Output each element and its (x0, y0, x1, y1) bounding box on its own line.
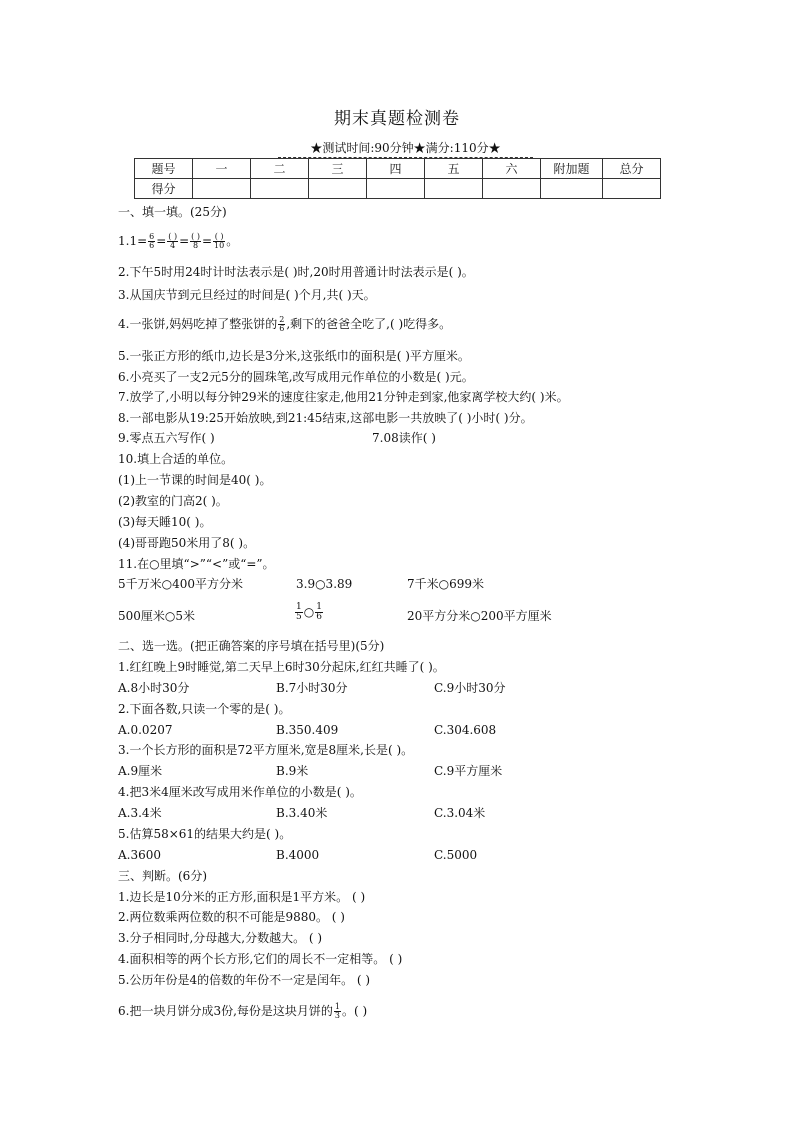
judge-question-6 (118, 1003, 367, 1020)
fraction (213, 233, 225, 250)
question-1-4 (118, 316, 451, 333)
choice-option-c: C.304.608 (434, 723, 497, 737)
choice-option-c: C.5000 (434, 848, 478, 862)
score-header-cell: 总分 (603, 159, 661, 179)
equals-sign: = (156, 234, 167, 248)
choice-question: 2.下面各数,只读一个零的是( )。 (118, 702, 291, 716)
fraction-denominator: 4 (170, 241, 176, 250)
fraction-numerator: 1 (296, 602, 302, 612)
fraction-denominator: 5 (296, 612, 302, 622)
fraction (295, 603, 303, 622)
score-cell[interactable] (367, 179, 425, 199)
choice-option-b: B.3.40米 (276, 806, 328, 820)
compare-item: 7千米○699米 (407, 577, 485, 591)
judge-question-5: 5.公历年份是4的倍数的年份不一定是闰年。 ( ) (118, 973, 371, 987)
fraction-numerator: ( ) (214, 232, 224, 241)
score-table-header-row (135, 159, 661, 179)
compare-item: 500厘米○5米 (118, 609, 196, 623)
score-header-cell: 题号 (135, 159, 193, 179)
compare-item: 5千万米○400平方分米 (118, 577, 244, 591)
score-header-cell: 四 (367, 159, 425, 179)
score-header-cell: 附加题 (541, 159, 603, 179)
exam-info: ★测试时间:90分钟★满分:110分★ (278, 139, 533, 158)
compare-item: 3.9○3.89 (296, 577, 353, 591)
score-cell[interactable] (309, 179, 367, 199)
choice-question: 1.红红晚上9时睡觉,第二天早上6时30分起床,红红共睡了( )。 (118, 660, 445, 674)
question-1-11: 11.在○里填“>”“<”或“=”。 (118, 557, 275, 571)
choice-question: 4.把3米4厘米改写成用米作单位的小数是( )。 (118, 785, 362, 799)
fraction-denominator: 6 (149, 241, 155, 250)
question-1-10: 10.填上合适的单位。 (118, 452, 234, 466)
compare-item: 20平方分米○200平方厘米 (407, 609, 552, 623)
choice-question: 3.一个长方形的面积是72平方厘米,宽是8厘米,长是( )。 (118, 743, 414, 757)
question-1-7: 7.放学了,小明以每分钟29米的速度往家走,他用21分钟走到家,他家离学校大约( )米。 (118, 390, 569, 404)
judge-question-1: 1.边长是10分米的正方形,面积是1平方米。 ( ) (118, 890, 366, 904)
section3-heading: 三、判断。(6分) (118, 869, 207, 883)
fraction-numerator: 6 (149, 232, 155, 241)
score-header-cell: 三 (309, 159, 367, 179)
compare-circle: ○ (303, 605, 315, 619)
choice-option-b: B.9米 (276, 764, 309, 778)
question-1-9-left: 9.零点五六写作( ) (118, 431, 215, 445)
fraction (334, 1003, 341, 1020)
question-1-6: 6.小亮买了一支2元5分的圆珠笔,改写成用元作单位的小数是( )元。 (118, 370, 474, 384)
q1-suffix: 。 (226, 234, 239, 248)
j6-prefix: 6.把一块月饼分成3份,每份是这块月饼的 (118, 1004, 333, 1018)
fraction (148, 233, 155, 250)
choice-option-a: A.8小时30分 (118, 681, 190, 695)
q4-suffix: ,剩下的爸爸全吃了,( )吃得多。 (286, 317, 452, 331)
fraction-denominator: 6 (316, 612, 322, 622)
score-row-label: 得分 (135, 179, 193, 199)
fraction-numerator: 1 (334, 1002, 340, 1011)
score-cell[interactable] (603, 179, 661, 199)
question-1-10-3: (3)每天睡10( )。 (118, 515, 212, 529)
score-header-cell: 二 (251, 159, 309, 179)
fraction-denominator: 3 (334, 1011, 340, 1020)
score-cell[interactable] (251, 179, 309, 199)
score-cell[interactable] (193, 179, 251, 199)
fraction-numerator: ( ) (168, 232, 178, 241)
fraction (190, 233, 201, 250)
choice-option-a: A.3600 (118, 848, 162, 862)
page-title: 期末真题检测卷 (334, 109, 460, 129)
judge-question-3: 3.分子相同时,分母越大,分数越大。 ( ) (118, 931, 323, 945)
choice-option-b: B.7小时30分 (276, 681, 348, 695)
question-1-10-4: (4)哥哥跑50米用了8( )。 (118, 536, 256, 550)
compare-item-fractions (294, 603, 324, 622)
section2-heading: 二、选一选。(把正确答案的序号填在括号里)(5分) (118, 639, 385, 653)
fraction-numerator: ( ) (191, 232, 200, 241)
score-cell[interactable] (425, 179, 483, 199)
choice-option-a: A.9厘米 (118, 764, 163, 778)
question-1-9-right: 7.08读作( ) (372, 431, 436, 445)
q1-prefix: 1.1= (118, 234, 148, 248)
judge-question-2: 2.两位数乘两位数的积不可能是9880。 ( ) (118, 910, 345, 924)
fraction (278, 316, 285, 333)
question-1-3: 3.从国庆节到元旦经过的时间是( )个月,共( )天。 (118, 288, 376, 302)
choice-option-a: A.0.0207 (118, 723, 173, 737)
choice-option-c: C.9平方厘米 (434, 764, 503, 778)
fraction-numerator: 1 (316, 602, 322, 612)
fraction-denominator: 8 (193, 241, 199, 250)
question-1-2: 2.下午5时用24时计时法表示是( )时,20时用普通计时法表示是( )。 (118, 265, 474, 279)
choice-option-c: C.3.04米 (434, 806, 486, 820)
score-table (134, 158, 661, 199)
choice-option-a: A.3.4米 (118, 806, 162, 820)
judge-question-4: 4.面积相等的两个长方形,它们的周长不一定相等。 ( ) (118, 952, 403, 966)
fraction (315, 603, 323, 622)
q4-prefix: 4.一张饼,妈妈吃掉了整张饼的 (118, 317, 278, 331)
score-table-score-row (135, 179, 661, 199)
fraction-denominator: 10 (214, 241, 225, 250)
fraction (167, 233, 178, 250)
score-header-cell: 六 (483, 159, 541, 179)
fraction-denominator: 6 (279, 324, 285, 333)
question-1-10-1: (1)上一节课的时间是40( )。 (118, 473, 272, 487)
j6-suffix: 。( ) (342, 1004, 368, 1018)
equals-sign: = (179, 234, 190, 248)
question-1-1 (118, 233, 238, 250)
equals-sign: = (201, 234, 213, 248)
choice-option-b: B.4000 (276, 848, 320, 862)
score-cell[interactable] (483, 179, 541, 199)
question-1-10-2: (2)教室的门高2( )。 (118, 494, 228, 508)
question-1-8: 8.一部电影从19:25开始放映,到21:45结束,这部电影一共放映了( )小时( )分。 (118, 411, 533, 425)
score-header-cell: 一 (193, 159, 251, 179)
score-header-cell: 五 (425, 159, 483, 179)
choice-option-c: C.9小时30分 (434, 681, 506, 695)
section1-heading: 一、填一填。(25分) (118, 205, 227, 219)
choice-option-b: B.350.409 (276, 723, 339, 737)
choice-question: 5.估算58×61的结果大约是( )。 (118, 827, 292, 841)
fraction-numerator: 2 (279, 315, 285, 324)
question-1-5: 5.一张正方形的纸巾,边长是3分米,这张纸巾的面积是( )平方厘米。 (118, 349, 470, 363)
score-cell[interactable] (541, 179, 603, 199)
